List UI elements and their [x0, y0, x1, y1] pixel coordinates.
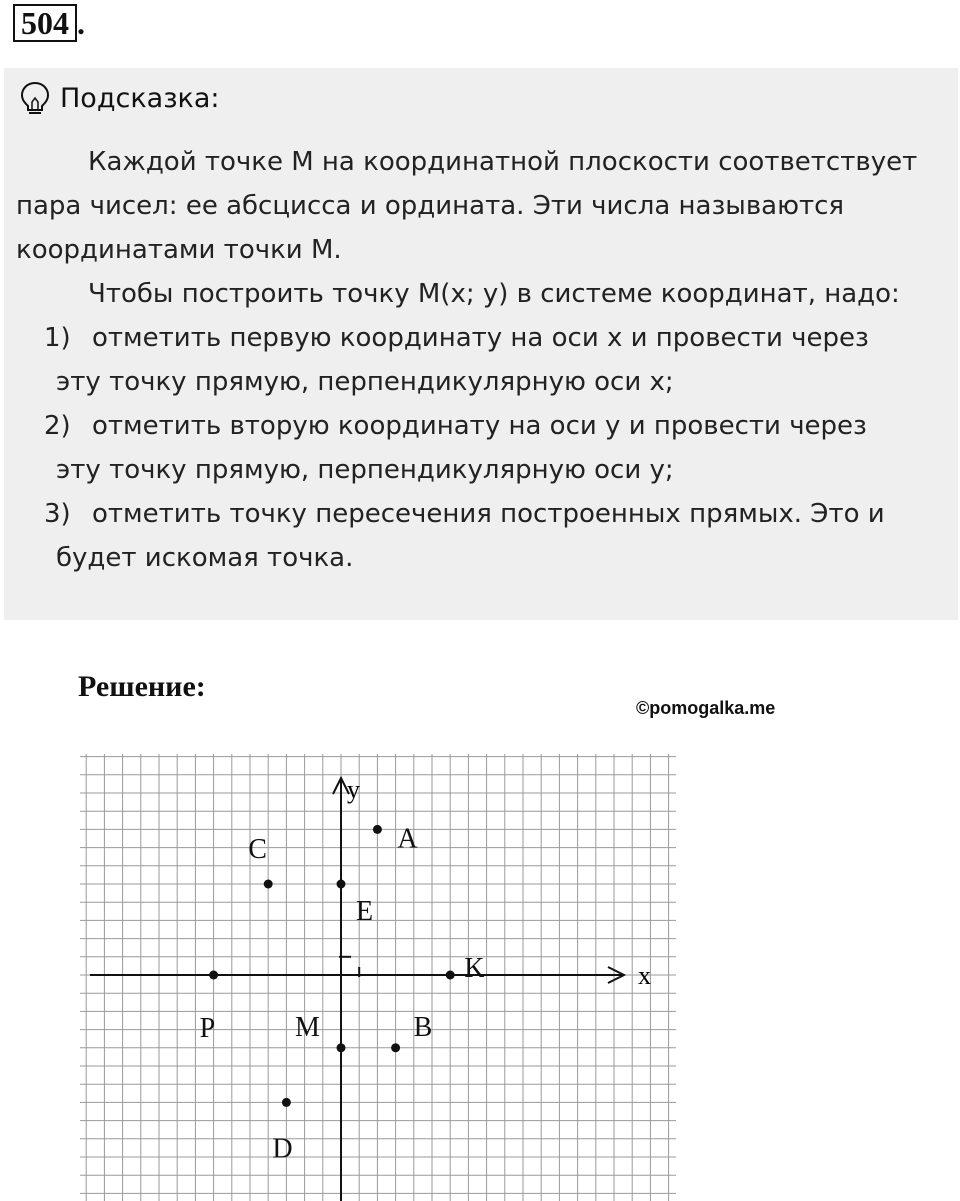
hint-title: Подсказка: [60, 82, 220, 114]
point-label-e: E [356, 896, 374, 927]
point-e [337, 880, 346, 889]
point-c [264, 880, 273, 889]
point-b [391, 1043, 400, 1052]
hint-panel [4, 68, 958, 620]
x-axis-label: x [638, 961, 651, 990]
point-k [446, 971, 455, 980]
point-label-b: B [413, 1011, 433, 1043]
coordinate-plane [0, 740, 700, 1201]
point-label-a: A [397, 823, 418, 855]
hint-header [18, 80, 220, 116]
hint-body [16, 140, 946, 580]
hint-step-3: 3) отметить точку пересечения построенных прямых. Это и будет искомая точка. [44, 499, 885, 573]
hint-step-2: 2) отметить вторую координату на оси у и провести через эту точку прямую, перпендикулярную оси у; [44, 411, 867, 485]
hint-paragraph-2: Чтобы построить точку М(х; у) в системе координат, надо: [88, 279, 900, 309]
watermark: ©pomogalka.me [636, 698, 776, 718]
point-label-d: D [272, 1133, 293, 1165]
axes [90, 775, 651, 1201]
lightbulb-icon [18, 80, 52, 116]
point-label-p: P [199, 1013, 216, 1044]
points [200, 823, 485, 1164]
y-axis-label: y [347, 775, 360, 804]
solution-title: Решение: [78, 670, 206, 703]
hint-paragraph-1: Каждой точке М на координатной плоскости соответствует пара чисел: ее абсцисса и ордината. Эти числа называются координатами точки М. [16, 147, 918, 265]
point-label-k: K [464, 953, 485, 984]
hint-step-1: 1) отметить первую координату на оси х и провести через эту точку прямую, перпендикулярную оси х; [44, 323, 869, 397]
point-d [282, 1098, 291, 1107]
task-number: 504 . [13, 4, 85, 42]
task-number-box: 504 [13, 4, 77, 42]
point-a [373, 825, 382, 834]
point-m [337, 1043, 346, 1052]
grid [80, 754, 676, 1201]
point-p [209, 971, 218, 980]
point-label-m: M [295, 1011, 320, 1043]
point-label-c: C [248, 834, 267, 865]
